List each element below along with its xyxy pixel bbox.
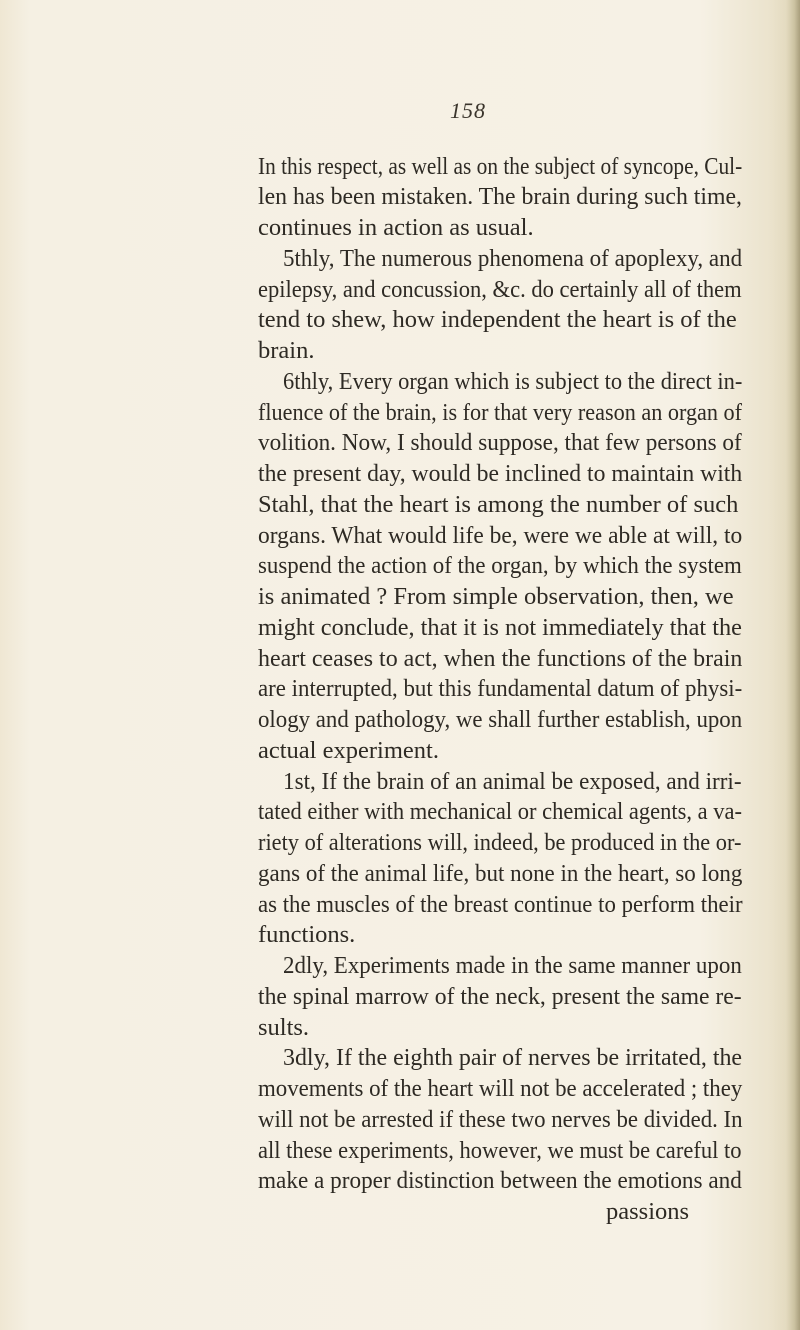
text-line: volition. Now, I should suppose, that few persons of	[258, 429, 742, 456]
page-number: 158	[450, 98, 486, 123]
text-line: brain.	[258, 337, 315, 364]
text-line: ology and pathology, we shall further establish, upon	[258, 706, 743, 733]
text-line: sults.	[258, 1014, 310, 1041]
text-line: organs. What would life be, were we able at will, to	[258, 522, 743, 549]
text-line: movements of the heart will not be accelerated ; they	[258, 1075, 743, 1102]
text-line: will not be arrested if these two nerves be divided. In	[258, 1106, 743, 1133]
text-line: functions.	[258, 921, 356, 948]
text-line: tated either with mechanical or chemical agents, a va-	[258, 798, 742, 825]
text-line: riety of alterations will, indeed, be produced in the or-	[258, 829, 742, 856]
text-line: tend to shew, how independent the heart is of the	[258, 306, 737, 333]
text-line: the spinal marrow of the neck, present the same re-	[258, 983, 742, 1010]
text-line: actual experiment.	[258, 737, 439, 764]
text-line: make a proper distinction between the emotions and	[258, 1167, 742, 1194]
text-line: is animated ? From simple observation, then, we	[258, 583, 734, 610]
text-line: 2dly, Experiments made in the same manner upon	[283, 952, 742, 979]
text-line: as the muscles of the breast continue to perform their	[258, 891, 743, 918]
text-line: heart ceases to act, when the functions of the brain	[258, 645, 743, 672]
text-line: continues in action as usual.	[258, 214, 534, 241]
text-line: all these experiments, however, we must be careful to	[258, 1137, 742, 1164]
catchword: passions	[606, 1198, 690, 1225]
text-line: gans of the animal life, but none in the heart, so long	[258, 860, 743, 887]
text-line: suspend the action of the organ, by which the system	[258, 552, 742, 579]
text-line: fluence of the brain, is for that very reason an organ of	[258, 399, 743, 426]
text-line: might conclude, that it is not immediately that the	[258, 614, 742, 641]
text-line: epilepsy, and concussion, &c. do certainly all of them	[258, 276, 742, 303]
text-line: the present day, would be inclined to maintain with	[258, 460, 743, 487]
text-line: In this respect, as well as on the subject of syncope, Cul-	[258, 153, 743, 180]
text-line: 5thly, The numerous phenomena of apoplexy, and	[283, 245, 743, 272]
page-edge-shadow	[786, 0, 800, 1330]
text-line: 6thly, Every organ which is subject to the direct in-	[283, 368, 743, 395]
text-line: are interrupted, but this fundamental datum of physi-	[258, 675, 743, 702]
text-line: 1st, If the brain of an animal be exposed, and irri-	[283, 768, 742, 795]
text-line: Stahl, that the heart is among the number of such	[258, 491, 739, 518]
text-line: len has been mistaken. The brain during such time,	[258, 183, 742, 210]
text-line: 3dly, If the eighth pair of nerves be irritated, the	[283, 1044, 743, 1071]
